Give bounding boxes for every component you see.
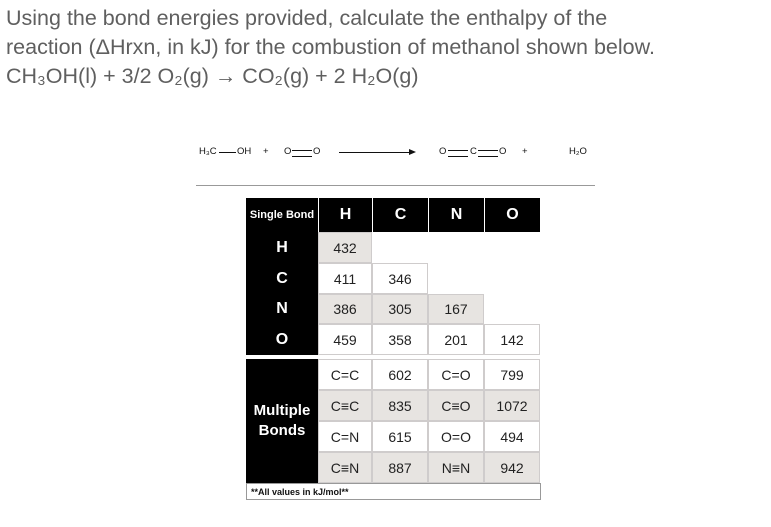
single-bond-header: Single Bond — [246, 198, 318, 232]
table-cell: 432 — [318, 232, 372, 263]
c-o-double-bond — [478, 150, 498, 157]
reaction-structure-diagram — [199, 142, 599, 162]
table-cell: 494 — [484, 421, 540, 452]
table-cell: 615 — [372, 421, 428, 452]
bond-type-cell: C≡O — [428, 390, 484, 421]
oxygen-atom: O — [284, 146, 292, 157]
table-cell: 942 — [484, 452, 540, 483]
oxygen-atom: O — [439, 146, 447, 157]
table-cell: 1072 — [484, 390, 540, 421]
water-molecule: H₂O — [569, 146, 587, 157]
c-o-double-bond — [448, 150, 468, 157]
plus-sign: + — [263, 146, 269, 157]
table-cell: 887 — [372, 452, 428, 483]
bond-type-cell: C=O — [428, 359, 484, 390]
table-cell: 459 — [318, 324, 372, 355]
question-line-2: reaction (ΔHrxn, in kJ) for the combustion of methanol shown below. — [6, 35, 655, 59]
oxygen-atom: O — [499, 146, 507, 157]
reaction-arrow — [339, 152, 411, 153]
row-header-h: H — [246, 232, 318, 263]
table-cell: 411 — [318, 263, 372, 294]
row-header-c: C — [246, 263, 318, 294]
bond-type-cell: C≡N — [318, 452, 372, 483]
table-cell: 358 — [372, 324, 428, 355]
table-cell: 305 — [372, 294, 428, 324]
table-cell: 142 — [484, 324, 540, 355]
oxygen-atom: O — [313, 146, 321, 157]
table-footnote: **All values in kJ/mol** — [246, 483, 541, 500]
methyl-group: H₃C — [199, 146, 217, 157]
table-cell: 386 — [318, 294, 372, 324]
row-header-o: O — [246, 324, 318, 355]
column-header-c: C — [372, 198, 428, 232]
table-cell: 602 — [372, 359, 428, 390]
plus-sign: + — [522, 146, 528, 157]
table-cell: 346 — [372, 263, 428, 294]
bond-type-cell: N≡N — [428, 452, 484, 483]
question-line-1: Using the bond energies provided, calculate the enthalpy of the — [6, 6, 608, 30]
o-o-double-bond — [292, 150, 312, 157]
c-o-single-bond — [219, 152, 236, 153]
column-header-h: H — [318, 198, 372, 232]
arrow-head-icon — [409, 149, 416, 155]
question-text — [6, 4, 766, 91]
table-cell: 167 — [428, 294, 484, 324]
carbon-atom: C — [470, 146, 477, 157]
bond-type-cell: O=O — [428, 421, 484, 452]
hydroxyl-group: OH — [237, 146, 252, 157]
bond-type-cell: C=C — [318, 359, 372, 390]
divider-line — [196, 185, 595, 186]
reaction-equation: CH₃OH(l) + 3/2 O₂(g) → CO₂(g) + 2 H₂O(g) — [6, 64, 419, 88]
table-cell: 799 — [484, 359, 540, 390]
bond-type-cell: C≡C — [318, 390, 372, 421]
column-header-n: N — [428, 198, 484, 232]
row-header-n: N — [246, 294, 318, 324]
table-cell: 201 — [428, 324, 484, 355]
column-header-o: O — [484, 198, 540, 232]
table-cell: 835 — [372, 390, 428, 421]
bond-type-cell: C=N — [318, 421, 372, 452]
multiple-bonds-header: Multiple Bonds — [246, 359, 318, 483]
